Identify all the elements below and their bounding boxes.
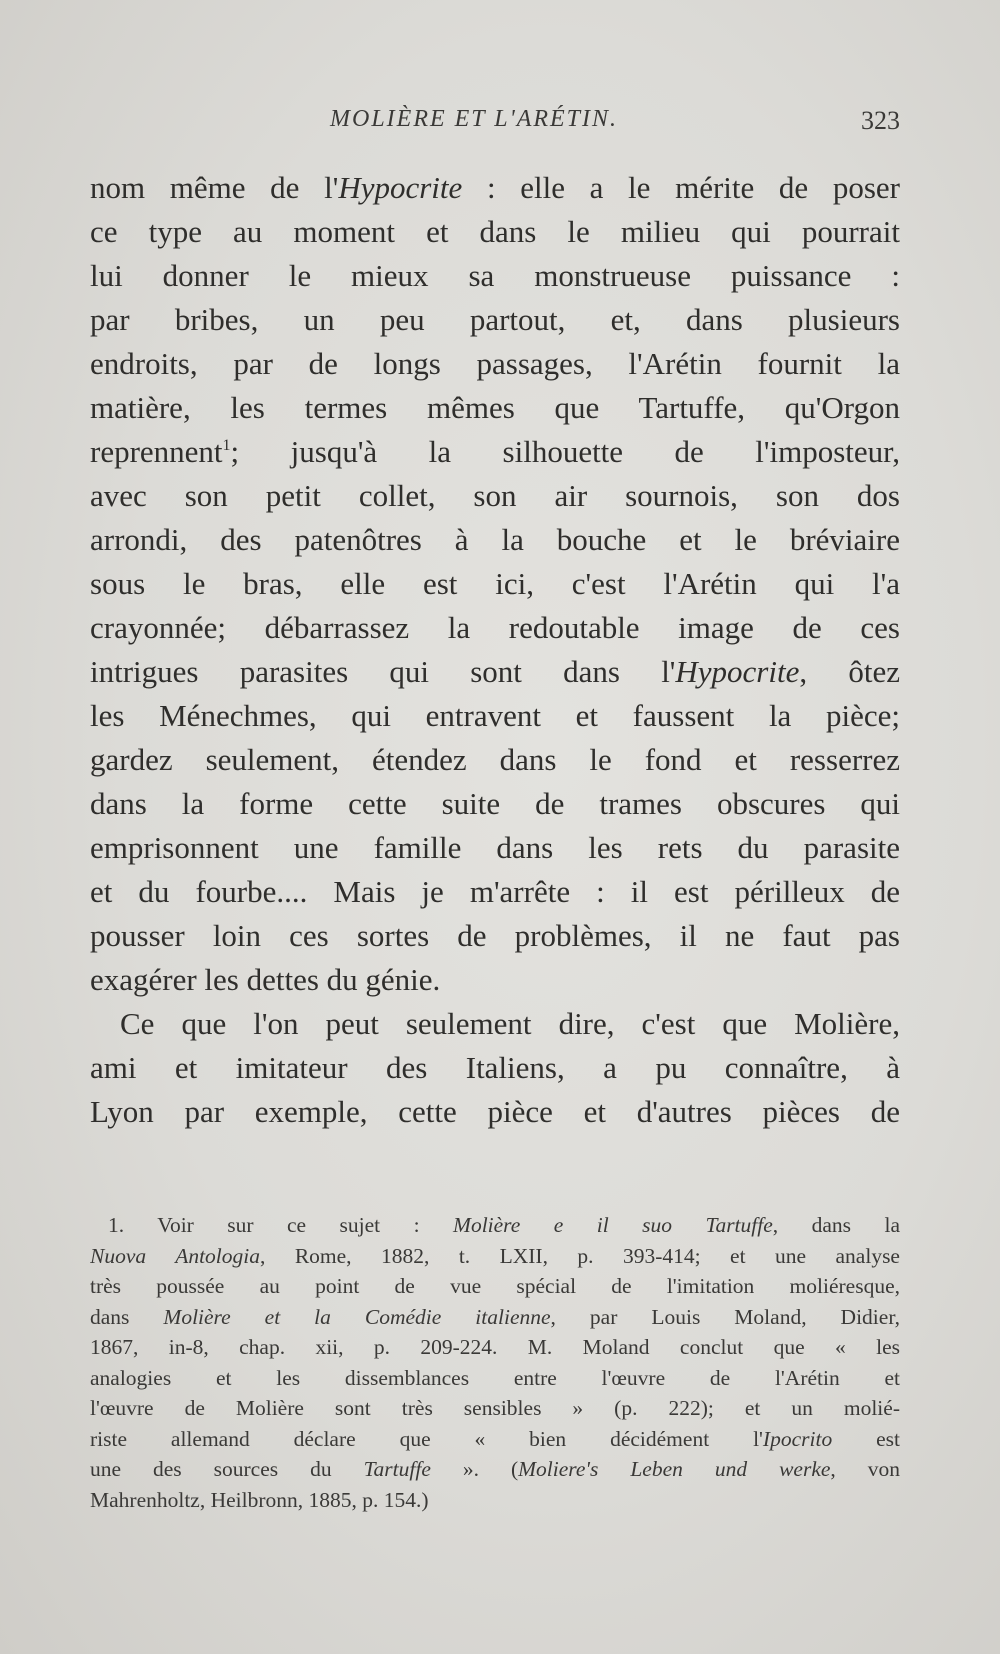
footnote-line: Mahrenholtz, Heilbronn, 1885, p. 154.) (90, 1487, 429, 1512)
footnote-line: une des sources du Tartuffe ». (Moliere's Leben und werke, von (90, 1457, 900, 1481)
text-line: emprisonnent une famille dans les rets du parasite (90, 830, 900, 865)
work-title: Molière e il suo Tartuffe (453, 1213, 773, 1237)
work-title: Ipocrito (762, 1426, 833, 1451)
text-line: avec son petit collet, son air sournois, son dos (90, 478, 900, 513)
text-line: les Ménechmes, qui entravent et faussent la pièce; (90, 698, 900, 733)
text-line: ami et imitateur des Italiens, a pu connaître, à (90, 1050, 900, 1085)
text-line: ce type au moment et dans le milieu qui pourrait (90, 214, 900, 249)
text-line: par bribes, un peu partout, et, dans plusieurs (90, 302, 900, 337)
text-line: lui donner le mieux sa monstrueuse puissance : (90, 258, 900, 293)
work-title: Hypocrite (675, 654, 800, 689)
text-line: et du fourbe.... Mais je m'arrête : il est périlleux de (90, 874, 900, 909)
text-line: intrigues parasites qui sont dans l'Hypocrite, ôtez (90, 654, 900, 689)
text-line: gardez seulement, étendez dans le fond et resserrez (90, 742, 900, 777)
text-line: arrondi, des patenôtres à la bouche et le bréviaire (90, 522, 900, 557)
running-title: MOLIÈRE ET L'ARÉTIN. (330, 106, 619, 132)
text-line: matière, les termes mêmes que Tartuffe, qu'Orgon (90, 390, 900, 425)
work-title: Nuova Antologia (90, 1243, 260, 1268)
footnote-line: analogies et les dissemblances entre l'œuvre de l'Arétin et (90, 1365, 900, 1390)
work-title: Molière et la Comédie italienne (163, 1304, 551, 1329)
footnote-line: 1867, in-8, chap. xii, p. 209-224. M. Moland conclut que « les (90, 1335, 900, 1359)
text-line: endroits, par de longs passages, l'Arétin fournit la (90, 346, 900, 381)
text-line: dans la forme cette suite de trames obscures qui (90, 786, 900, 821)
work-title: Hypocrite (338, 170, 463, 205)
work-title: Moliere's Leben und werke (518, 1457, 831, 1481)
text-line: crayonnée; débarrassez la redoutable image de ces (90, 610, 900, 645)
text-line: Ce que l'on peut seulement dire, c'est que Molière, (120, 1006, 900, 1041)
footnote-line: riste allemand déclare que « bien décidément l'Ipocrito est (90, 1426, 900, 1451)
footnote-marker: 1 (222, 437, 231, 454)
text-line: sous le bras, elle est ici, c'est l'Arétin qui l'a (90, 566, 900, 601)
text-line: Lyon par exemple, cette pièce et d'autres pièces de (90, 1094, 900, 1129)
running-head (90, 106, 900, 146)
work-title: Tartuffe (363, 1457, 431, 1481)
footnote-line: Nuova Antologia, Rome, 1882, t. LXII, p. 393-414; et une analyse (90, 1243, 900, 1268)
footnote-line: l'œuvre de Molière sont très sensibles » (p. 222); et un molié- (90, 1396, 900, 1420)
footnote-line: très poussée au point de vue spécial de l'imitation moliéresque, (90, 1274, 900, 1298)
text-line: exagérer les dettes du génie. (90, 962, 441, 997)
footnote (90, 1210, 900, 1515)
main-text (90, 166, 900, 1134)
page-number: 323 (861, 106, 900, 135)
footnote-line: dans Molière et la Comédie italienne, par Louis Moland, Didier, (90, 1304, 900, 1329)
text-line: nom même de l'Hypocrite : elle a le mérite de poser (90, 170, 900, 205)
text-line: reprennent$^1$; jusqu'à la silhouette de l'imposteur, (90, 434, 900, 469)
footnote-line: 1. Voir sur ce sujet : Molière e il suo Tartuffe, dans la (108, 1213, 900, 1237)
text-line: pousser loin ces sortes de problèmes, il ne faut pas (90, 918, 900, 953)
